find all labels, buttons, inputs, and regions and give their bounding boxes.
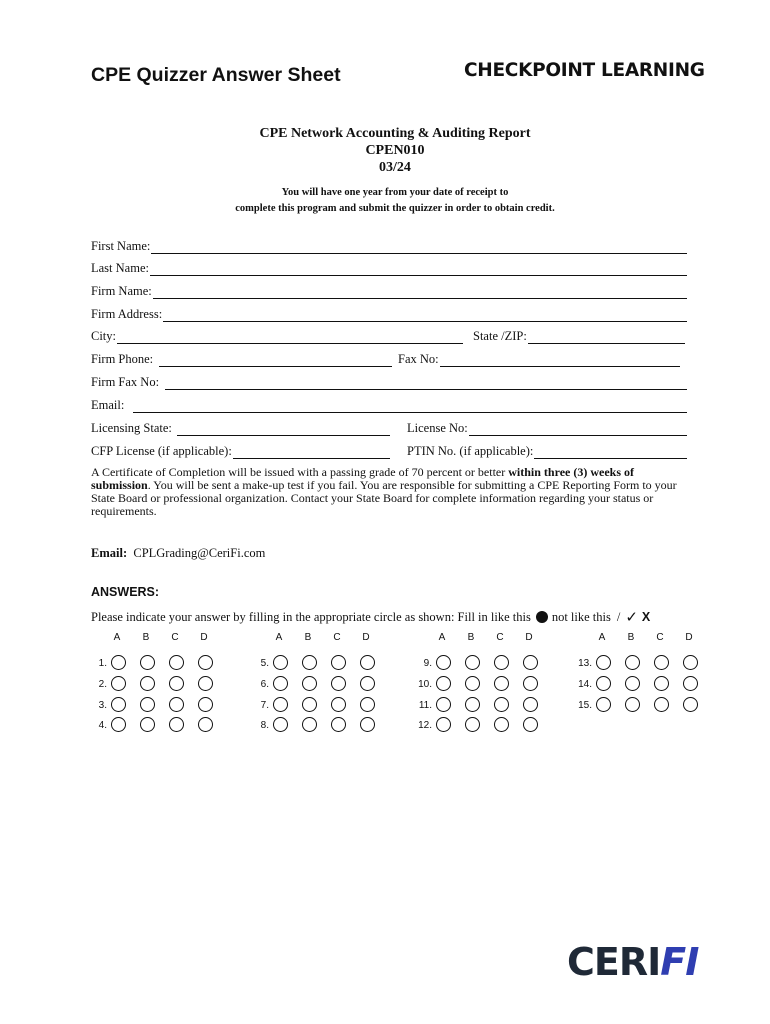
certificate-deadline: within three (3) weeks of submission [91, 465, 634, 492]
answer-bubble-a[interactable] [111, 655, 126, 670]
answer-bubble-d[interactable] [360, 697, 375, 712]
answer-bubble-d[interactable] [683, 676, 698, 691]
brand-name: CHECKPOINT LEARNING [464, 60, 705, 81]
answer-bubble-d[interactable] [360, 655, 375, 670]
ptin-no-line[interactable] [534, 446, 687, 459]
answer-bubble-b[interactable] [465, 717, 480, 732]
licensing-state-field[interactable] [91, 420, 390, 436]
cfp-license-label: CFP License (if applicable): [91, 444, 232, 458]
instruction-text: Please indicate your answer by filling in the appropriate circle as shown: Fill in like this [91, 609, 531, 624]
column-letter-a: A [113, 632, 121, 643]
answer-bubble-b[interactable] [302, 697, 317, 712]
column-letter-c: C [656, 632, 664, 643]
slash-text: / [616, 609, 621, 624]
answer-bubble-c[interactable] [494, 655, 509, 670]
column-letter-d: D [685, 632, 693, 643]
course-date: 03/24 [379, 160, 411, 175]
answer-bubble-a[interactable] [111, 676, 126, 691]
answer-bubble-a[interactable] [436, 717, 451, 732]
question-number: 1. [98, 658, 107, 669]
answer-bubble-c[interactable] [494, 717, 509, 732]
licensing-state-label: Licensing State: [91, 421, 172, 435]
question-number: 3. [98, 700, 107, 711]
question-number: 4. [98, 720, 107, 731]
column-letter-b: B [304, 632, 312, 643]
question-number: 5. [260, 658, 269, 669]
logo-main: CERI [567, 940, 661, 984]
grading-email-address: CPLGrading@CeriFi.com [133, 546, 266, 560]
course-name: CPE Network Accounting & Auditing Report [259, 126, 531, 141]
question-number: 9. [423, 658, 432, 669]
last-name-line[interactable] [150, 263, 687, 276]
column-letter-a: A [275, 632, 283, 643]
fax-no-label: Fax No: [398, 352, 439, 366]
answer-bubble-d[interactable] [683, 655, 698, 670]
answer-bubble-d[interactable] [523, 697, 538, 712]
not-like-text: not like this [551, 609, 611, 624]
answer-bubble-a[interactable] [436, 655, 451, 670]
answers-instruction [91, 608, 650, 626]
answer-bubble-d[interactable] [360, 717, 375, 732]
firm-phone-field[interactable] [91, 351, 392, 367]
answer-bubble-d[interactable] [198, 697, 213, 712]
question-number: 2. [98, 679, 107, 690]
question-number: 15. [578, 700, 592, 711]
answer-bubble-c[interactable] [331, 697, 346, 712]
answer-bubble-c[interactable] [494, 676, 509, 691]
last-name-field[interactable] [91, 260, 687, 276]
question-number: 6. [260, 679, 269, 690]
answer-bubble-b[interactable] [302, 676, 317, 691]
column-letter-b: B [627, 632, 635, 643]
email-label: Email: [91, 398, 125, 412]
check-mark-icon: ✓ [625, 608, 638, 626]
answer-bubble-b[interactable] [302, 717, 317, 732]
answer-bubble-b[interactable] [625, 655, 640, 670]
firm-address-label: Firm Address: [91, 307, 163, 321]
email-field[interactable] [91, 397, 687, 413]
grading-email-label: Email: [91, 546, 128, 560]
grading-email [91, 546, 265, 561]
answer-bubble-d[interactable] [523, 717, 538, 732]
answer-bubble-c[interactable] [169, 676, 184, 691]
firm-phone-label: Firm Phone: [91, 352, 154, 366]
city-line[interactable] [117, 331, 463, 344]
state-zip-line[interactable] [528, 331, 685, 344]
firm-name-line[interactable] [153, 286, 687, 299]
answer-bubble-b[interactable] [140, 717, 155, 732]
first-name-field[interactable] [91, 238, 687, 254]
question-number: 14. [578, 679, 592, 690]
answer-bubble-c[interactable] [654, 697, 669, 712]
x-mark-icon: X [641, 610, 651, 624]
answer-bubble-a[interactable] [273, 717, 288, 732]
course-code: CPEN010 [365, 143, 425, 158]
certificate-paragraph [91, 466, 691, 518]
cfp-license-field[interactable] [91, 443, 390, 459]
answer-bubble-a[interactable] [111, 697, 126, 712]
column-letter-d: D [525, 632, 533, 643]
license-no-line[interactable] [469, 423, 687, 436]
answer-bubble-a[interactable] [436, 697, 451, 712]
column-letter-a: A [598, 632, 606, 643]
last-name-label: Last Name: [91, 261, 149, 275]
answer-bubble-c[interactable] [654, 676, 669, 691]
answer-bubble-c[interactable] [494, 697, 509, 712]
license-no-field[interactable] [407, 420, 687, 436]
firm-name-field[interactable] [91, 283, 687, 299]
logo-accent: FI [660, 940, 699, 984]
answer-bubble-c[interactable] [169, 717, 184, 732]
answer-bubble-d[interactable] [683, 697, 698, 712]
answer-bubble-a[interactable] [273, 676, 288, 691]
column-letter-d: D [362, 632, 370, 643]
answer-bubble-a[interactable] [111, 717, 126, 732]
answer-bubble-d[interactable] [198, 676, 213, 691]
column-letter-c: C [333, 632, 341, 643]
firm-fax-field[interactable] [91, 374, 687, 390]
answers-heading: ANSWERS: [91, 585, 160, 599]
answer-bubble-a[interactable] [273, 655, 288, 670]
certificate-text-before: A Certificate of Completion will be issued with a passing grade of 70 percent or better [91, 465, 509, 479]
answer-bubble-d[interactable] [198, 655, 213, 670]
question-number: 8. [260, 720, 269, 731]
answer-bubble-b[interactable] [140, 676, 155, 691]
first-name-line[interactable] [151, 241, 687, 254]
email-line[interactable] [133, 400, 687, 413]
answer-bubble-b[interactable] [625, 697, 640, 712]
answer-bubble-a[interactable] [596, 655, 611, 670]
answer-bubble-c[interactable] [169, 697, 184, 712]
certificate-text-after: . You will be sent a make-up test if you fail. You are responsible for submitting a CPE Reporting Form to your State Board or professional organization. Contact your State Board for complete information regarding your status or requirements. [91, 478, 677, 518]
cfp-license-line[interactable] [233, 446, 390, 459]
answer-bubble-c[interactable] [169, 655, 184, 670]
answer-bubble-c[interactable] [331, 676, 346, 691]
column-letter-a: A [438, 632, 446, 643]
answer-bubble-c[interactable] [331, 717, 346, 732]
column-letter-c: C [171, 632, 179, 643]
firm-address-field[interactable] [91, 306, 687, 322]
answer-bubble-b[interactable] [140, 655, 155, 670]
question-number: 7. [260, 700, 269, 711]
firm-fax-line[interactable] [165, 377, 687, 390]
state-zip-field[interactable] [473, 328, 685, 344]
license-no-label: License No: [407, 421, 468, 435]
filled-circle-icon [536, 611, 548, 623]
answer-bubble-a[interactable] [436, 676, 451, 691]
answer-bubble-d[interactable] [523, 655, 538, 670]
answer-bubble-c[interactable] [654, 655, 669, 670]
city-field[interactable] [91, 328, 463, 344]
answer-bubble-c[interactable] [331, 655, 346, 670]
state-zip-label: State /ZIP: [473, 329, 527, 343]
firm-phone-line[interactable] [159, 354, 392, 367]
question-number: 13. [578, 658, 592, 669]
answer-bubble-d[interactable] [198, 717, 213, 732]
cerifi-logo [567, 940, 698, 984]
city-label: City: [91, 329, 117, 343]
answer-bubble-b[interactable] [140, 697, 155, 712]
answer-bubble-d[interactable] [360, 676, 375, 691]
answer-bubble-b[interactable] [625, 676, 640, 691]
answer-bubble-a[interactable] [273, 697, 288, 712]
column-letter-b: B [142, 632, 150, 643]
question-number: 10. [418, 679, 432, 690]
firm-address-line[interactable] [163, 309, 687, 322]
answer-bubble-b[interactable] [302, 655, 317, 670]
fax-no-field[interactable] [398, 351, 680, 367]
answer-bubble-a[interactable] [596, 676, 611, 691]
column-letter-d: D [200, 632, 208, 643]
answer-bubble-b[interactable] [465, 655, 480, 670]
ptin-no-label: PTIN No. (if applicable): [407, 444, 534, 458]
ptin-no-field[interactable] [407, 443, 687, 459]
question-number: 12. [418, 720, 432, 731]
question-number: 11. [418, 700, 432, 711]
column-letter-b: B [467, 632, 475, 643]
answer-bubble-b[interactable] [465, 697, 480, 712]
answer-bubble-a[interactable] [596, 697, 611, 712]
firm-name-label: Firm Name: [91, 284, 152, 298]
licensing-state-line[interactable] [177, 423, 390, 436]
deadline-note-line2: complete this program and submit the quizzer in order to obtain credit. [235, 203, 555, 214]
answer-bubble-d[interactable] [523, 676, 538, 691]
first-name-label: First Name: [91, 239, 151, 253]
fax-no-line[interactable] [440, 354, 680, 367]
column-letter-c: C [496, 632, 504, 643]
deadline-note-line1: You will have one year from your date of receipt to [281, 187, 509, 198]
firm-fax-label: Firm Fax No: [91, 375, 160, 389]
page-title: CPE Quizzer Answer Sheet [91, 64, 341, 86]
answer-bubble-b[interactable] [465, 676, 480, 691]
